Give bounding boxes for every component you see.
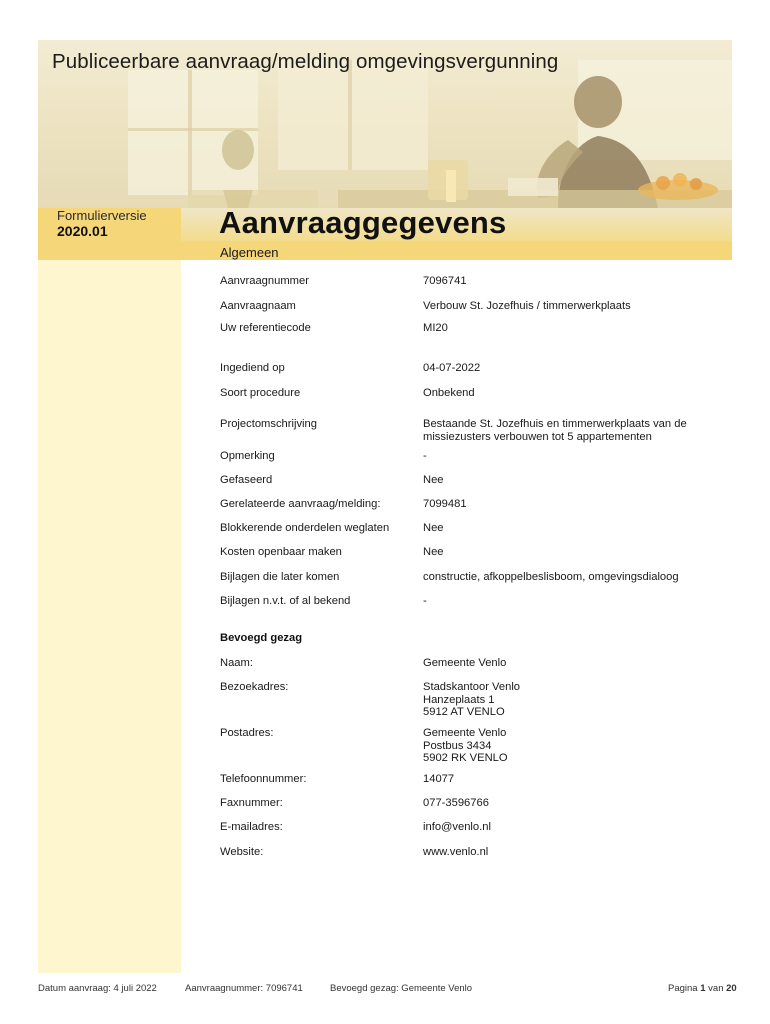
field-value: - <box>423 595 427 607</box>
field-value: 7096741 <box>423 275 467 287</box>
field-label: Projectomschrijving <box>220 418 317 430</box>
field-value: MI20 <box>423 322 448 334</box>
phone-value: 14077 <box>423 773 455 785</box>
field-label: Postadres: <box>220 727 274 739</box>
address-line: Hanzeplaats 1 <box>423 693 495 706</box>
footer-number: Aanvraagnummer: 7096741 <box>185 983 303 994</box>
field-value: constructie, afkoppelbeslisboom, omgevingsdialoog <box>423 571 679 583</box>
form-version-label: Formulierversie <box>57 208 147 223</box>
field-value: - <box>423 450 427 462</box>
left-column <box>38 208 181 973</box>
field-value: Gemeente Venlo <box>423 657 507 669</box>
address-line: Postbus 3434 <box>423 739 492 752</box>
address-line: 5912 AT VENLO <box>423 706 505 718</box>
field-label: Faxnummer: <box>220 797 283 809</box>
field-label: Telefoonnummer: <box>220 773 307 785</box>
field-label: Bijlagen n.v.t. of al bekend <box>220 595 351 607</box>
field-label: Soort procedure <box>220 387 301 399</box>
footer-authority: Bevoegd gezag: Gemeente Venlo <box>330 983 473 994</box>
postal-address <box>423 727 713 765</box>
field-value: 04-07-2022 <box>423 362 481 374</box>
field-label: Gefaseerd <box>220 474 273 486</box>
field-label: Blokkerende onderdelen weglaten <box>220 522 390 534</box>
email-link[interactable]: info@venlo.nl <box>423 821 491 833</box>
address-line: Gemeente Venlo <box>423 727 507 739</box>
field-label: Naam: <box>220 657 253 669</box>
field-value: Bestaande St. Jozefhuis en timmerwerkplaats van de missiezusters verbouwen tot 5 appartementen <box>423 418 687 443</box>
field-label: Bezoekadres: <box>220 681 289 693</box>
field-label: Kosten openbaar maken <box>220 546 342 558</box>
page-separator: van <box>708 983 724 994</box>
field-value: 7099481 <box>423 498 467 510</box>
address-line: Stadskantoor Venlo <box>423 681 521 693</box>
address-line: 5902 RK VENLO <box>423 752 508 764</box>
fax-value: 077-3596766 <box>423 797 489 809</box>
page-total: 20 <box>726 983 737 994</box>
section-subtitle: Algemeen <box>220 245 279 260</box>
website-link[interactable]: www.venlo.nl <box>423 846 489 858</box>
page-current: 1 <box>700 983 706 994</box>
field-label: Uw referentiecode <box>220 322 311 334</box>
field-label: Opmerking <box>220 450 275 462</box>
field-value: Onbekend <box>423 387 475 399</box>
field-label: Aanvraagnummer <box>220 275 309 287</box>
section-title: Aanvraaggegevens <box>219 205 507 240</box>
field-value: Nee <box>423 522 444 534</box>
field-label: Aanvraagnaam <box>220 300 296 312</box>
footer-page <box>668 983 737 994</box>
footer-date: Datum aanvraag: 4 juli 2022 <box>38 983 157 994</box>
field-label: Ingediend op <box>220 362 285 374</box>
field-value: Nee <box>423 546 444 558</box>
authority-heading: Bevoegd gezag <box>220 632 303 644</box>
field-value: Nee <box>423 474 444 486</box>
field-label: E-mailadres: <box>220 821 283 833</box>
field-value: Verbouw St. Jozefhuis / timmerwerkplaats <box>423 300 631 312</box>
form-version-value: 2020.01 <box>57 223 108 239</box>
field-label: Gerelateerde aanvraag/melding: <box>220 498 381 510</box>
document-title: Publiceerbare aanvraag/melding omgevingsvergunning <box>52 50 559 73</box>
field-label: Bijlagen die later komen <box>220 571 340 583</box>
page-prefix: Pagina <box>668 983 698 994</box>
field-label: Website: <box>220 846 264 858</box>
visit-address <box>423 681 713 719</box>
